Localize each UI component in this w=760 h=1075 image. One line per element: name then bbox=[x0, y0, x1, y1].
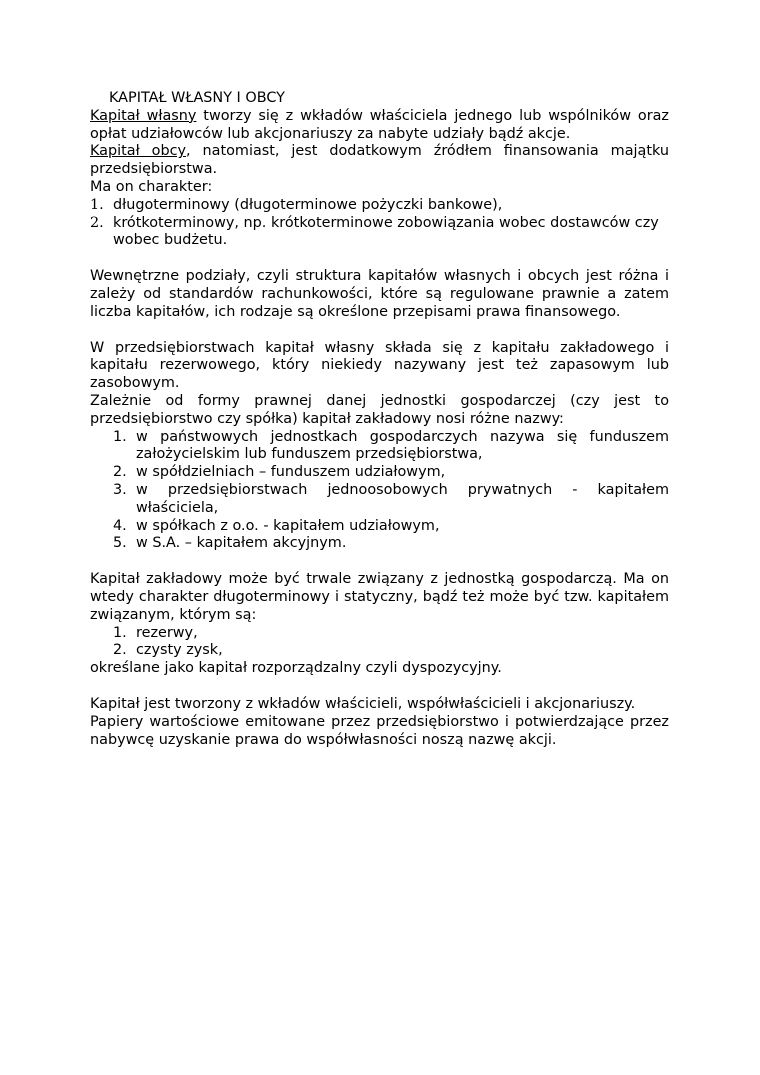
own-capital-definition: tworzy się z wkładów właściciela jednego lub wspólników oraz opłat udziałowców lub akcjonariuszy za nabyte udziały bądź akcje. bbox=[90, 107, 669, 142]
paragraph-shares-definition: Papiery wartościowe emitowane przez przedsiębiorstwo i potwierdzające przez nabywcę uzyskanie prawa do współwłasności noszą nazwę akcji. bbox=[90, 713, 669, 748]
list-number: 2. bbox=[90, 214, 104, 231]
bound-capital-list bbox=[90, 625, 669, 661]
list-number: 1. bbox=[113, 428, 127, 445]
spacer bbox=[90, 322, 669, 340]
list-item-text: w spółdzielniach – funduszem udziałowym, bbox=[136, 464, 446, 481]
list-item-text: w państwowych jednostkach gospodarczych nazywa się funduszem założycielskim lub funduszem przedsiębiorstwa, bbox=[136, 428, 669, 463]
list-item bbox=[90, 535, 669, 553]
list-item-text: długoterminowy (długoterminowe pożyczki bankowe), bbox=[113, 196, 503, 213]
list-item-text: w przedsiębiorstwach jednoosobowych prywatnych - kapitałem właściciela, bbox=[136, 481, 669, 516]
foreign-capital-definition: , natomiast, jest dodatkowym źródłem finansowania majątku przedsiębiorstwa. bbox=[90, 143, 669, 178]
list-number: 2. bbox=[113, 464, 127, 481]
spacer bbox=[90, 553, 669, 571]
list-item bbox=[90, 625, 669, 643]
list-item bbox=[90, 482, 669, 518]
paragraph-own-capital-structure: W przedsiębiorstwach kapitał własny składa się z kapitału zakładowego i kapitału rezerwowego, który niekiedy nazywany jest też zapasowym lub zasobowym. bbox=[90, 339, 669, 392]
list-item-text: rezerwy, bbox=[136, 624, 198, 641]
list-item-text: krótkoterminowy, np. krótkoterminowe zobowiązania wobec dostawców czy wobec budżetu. bbox=[113, 214, 659, 249]
paragraph-foreign-capital bbox=[90, 143, 669, 179]
list-number: 1. bbox=[90, 196, 104, 213]
list-item-text: w spółkach z o.o. - kapitałem udziałowym, bbox=[136, 517, 440, 534]
list-item bbox=[90, 464, 669, 482]
term-foreign-capital: Kapitał obcy bbox=[90, 143, 187, 160]
term-own-capital: Kapitał własny bbox=[90, 107, 197, 124]
document-title: KAPITAŁ WŁASNY I OBCY bbox=[109, 90, 285, 106]
list-item bbox=[90, 215, 669, 251]
paragraph-own-capital bbox=[90, 108, 669, 144]
list-item bbox=[90, 642, 669, 660]
document-page bbox=[90, 90, 669, 749]
list-number: 5. bbox=[113, 535, 127, 552]
paragraph-capital-contributions: Kapitał jest tworzony z wkładów właścicieli, współwłaścicieli i akcjonariuszy. bbox=[90, 695, 636, 712]
share-capital-names-list bbox=[90, 429, 669, 554]
list-number: 2. bbox=[113, 642, 127, 659]
list-item-text: w S.A. – kapitałem akcyjnym. bbox=[136, 535, 347, 552]
list-number: 3. bbox=[113, 481, 127, 498]
paragraph-character-intro: Ma on charakter: bbox=[90, 178, 213, 195]
paragraph-disposable-capital: określane jako kapitał rozporządzalny czyli dyspozycyjny. bbox=[90, 660, 502, 677]
spacer bbox=[90, 250, 669, 268]
paragraph-share-capital-binding: Kapitał zakładowy może być trwale związany z jednostką gospodarczą. Ma on wtedy charakter długoterminowy i statyczny, bądź też może być tzw. kapitałem związanym, którym są: bbox=[90, 571, 669, 623]
list-item-text: czysty zysk, bbox=[136, 642, 223, 659]
capital-character-list bbox=[90, 197, 669, 250]
list-item bbox=[90, 429, 669, 465]
paragraph-internal-divisions: Wewnętrzne podziały, czyli struktura kapitałów własnych i obcych jest różna i zależy od standardów rachunkowości, które są regulowane prawnie a zatem liczba kapitałów, ich rodzaje są określone przepisami prawa finansowego. bbox=[90, 268, 669, 320]
list-item bbox=[90, 197, 669, 215]
paragraph-legal-form-intro: Zależnie od formy prawnej danej jednostki gospodarczej (czy jest to przedsiębiorstwo czy spółka) kapitał zakładowy nosi różne nazwy: bbox=[90, 392, 669, 427]
list-number: 1. bbox=[113, 624, 127, 641]
spacer bbox=[90, 678, 669, 696]
list-item bbox=[90, 518, 669, 536]
list-number: 4. bbox=[113, 517, 127, 534]
